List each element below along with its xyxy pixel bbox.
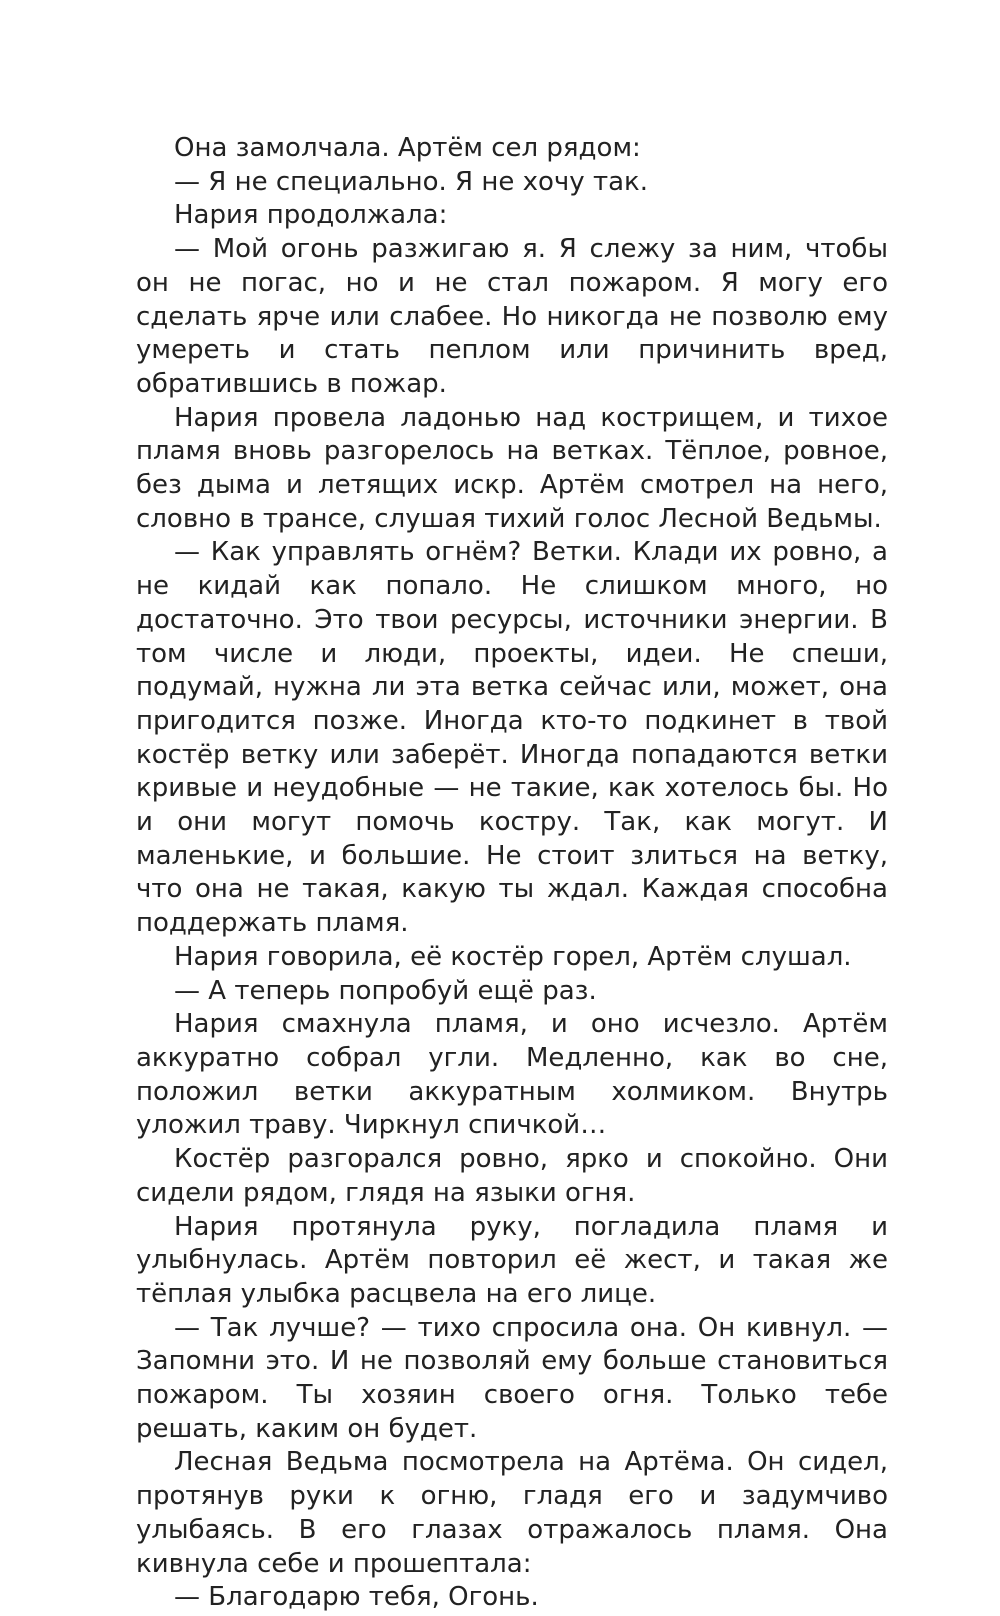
dialogue-line: — Мой огонь разжигаю я. Я слежу за ним, чтобы он не погас, но и не стал пожаром. Я могу его сделать ярче или слабее. Но никогда не позволю ему умереть и стать пеплом или причинить вред, обратившись в пожар. (136, 234, 888, 399)
paragraph: Лесная Ведьма посмотрела на Артёма. Он сидел, протянув руки к огню, гладя его и задумчиво улыбаясь. В его глазах отражалось пламя. Она кивнула себе и прошептала: (136, 1447, 888, 1579)
dialogue-line: — А теперь попробуй ещё раз. (174, 975, 597, 1006)
paragraph: Костёр разгорался ровно, ярко и спокойно. Они сидели рядом, глядя на языки огня. (136, 1144, 888, 1208)
page-body-text (136, 132, 888, 1615)
dialogue-line: — Так лучше? — тихо спросила она. Он кивнул. — Запомни это. И не позволяй ему больше становиться пожаром. Ты хозяин своего огня. Только тебе решать, каким он будет. (136, 1312, 888, 1444)
paragraph: Нария смахнула пламя, и оно исчезло. Артём аккуратно собрал угли. Медленно, как во сне, положил ветки аккуратным холмиком. Внутрь уложил траву. Чиркнул спичкой… (136, 1009, 888, 1141)
dialogue-line: — Как управлять огнём? Ветки. Клади их ровно, а не кидай как попало. Не слишком много, но достаточно. Это твои ресурсы, источники энергии. В том числе и люди, проекты, идеи. Не спеши, подумай, нужна ли эта ветка сейчас или, может, она пригодится позже. Иногда кто-то подкинет в твой костёр ветку или заберёт. Иногда попадаются ветки кривые и неудобные — не такие, как хотелось бы. Но и они могут помочь костру. Так, как могут. И маленькие, и большие. Не стоит злиться на ветку, что она не такая, какую ты ждал. Каждая способна поддержать пламя. (136, 537, 888, 939)
paragraph: Нария продолжала: (174, 200, 448, 231)
paragraph: Нария протянула руку, погладила пламя и улыбнулась. Артём повторил её жест, и такая же тёплая улыбка расцвела на его лице. (136, 1211, 888, 1309)
paragraph: Нария говорила, её костёр горел, Артём слушал. (174, 941, 852, 972)
paragraph: Нария провела ладонью над кострищем, и тихое пламя вновь разгорелось на ветках. Тёплое, ровное, без дыма и летящих искр. Артём смотрел на него, словно в трансе, слушая тихий голос Лесной Ведьмы. (136, 402, 888, 534)
dialogue-line: — Благодарю тебя, Огонь. (174, 1582, 539, 1613)
paragraph: Она замолчала. Артём сел рядом: (174, 133, 641, 163)
dialogue-line: — Я не специально. Я не хочу так. (174, 166, 648, 197)
